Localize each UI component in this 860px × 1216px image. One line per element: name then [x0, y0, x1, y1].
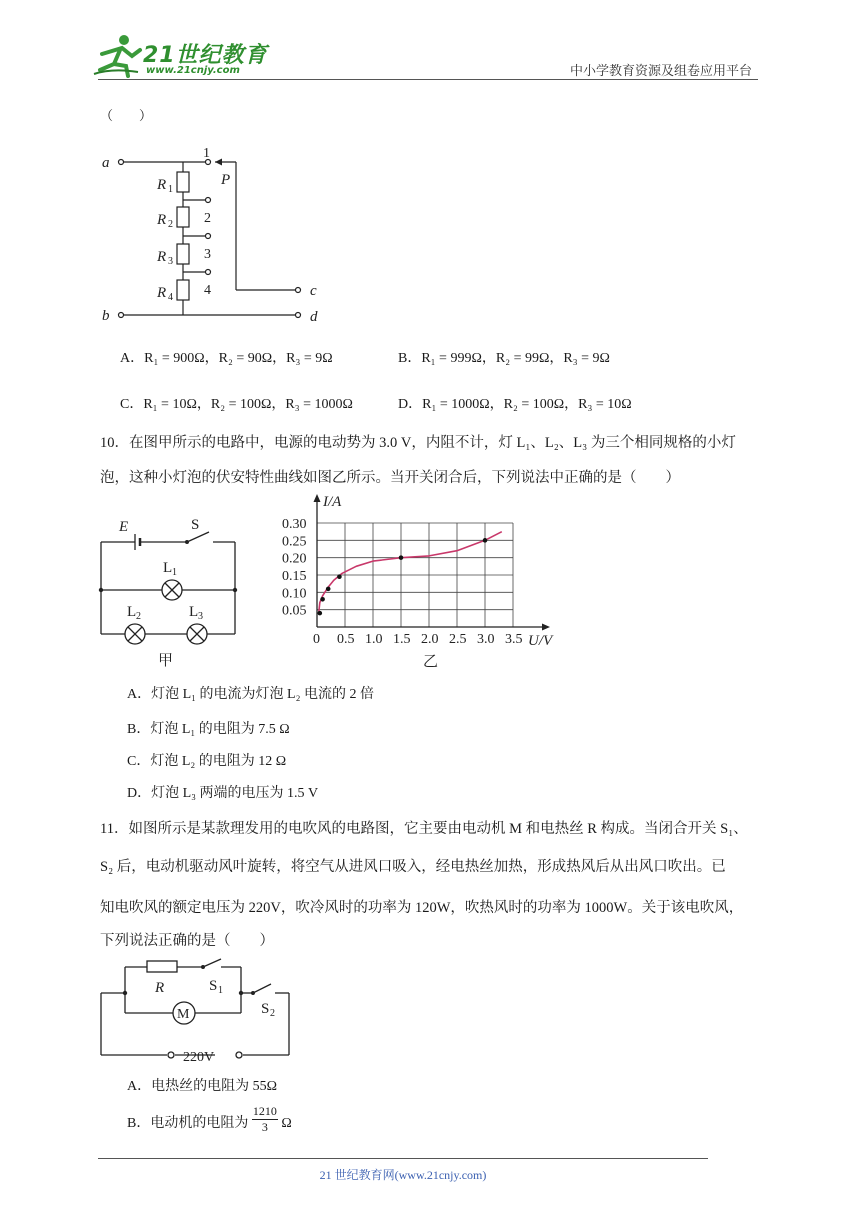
chart-y-tick-label: 0.05 — [282, 603, 307, 619]
chart-data-point — [318, 611, 323, 616]
chart-data-point — [320, 597, 325, 602]
q11-option-a[interactable]: A．电热丝的电阻为 55Ω — [127, 1079, 278, 1094]
q9-label-a: a — [102, 155, 110, 171]
q9-label-r3-sub: 3 — [168, 256, 173, 267]
q9-label-4: 4 — [204, 283, 211, 298]
q10-label-l1-sub: 1 — [172, 567, 177, 578]
chart-x-tick-label: 0 — [313, 632, 320, 647]
chart-data-point — [337, 574, 342, 579]
footer-rule — [98, 1158, 708, 1159]
q9-option-b[interactable]: B．R₁ = 999Ω，R₂ = 99Ω，R₃ = 9Ω — [398, 351, 610, 366]
q9-label-r2: R — [157, 212, 167, 228]
q9-label-p: P — [221, 172, 231, 188]
q11-option-b-numerator: 1210 — [252, 1104, 277, 1118]
q10-label-l2: L — [127, 604, 137, 620]
q11-option-b-prefix: B．电动机的电阻为 — [127, 1116, 249, 1131]
q10-label-l3-sub: 3 — [198, 611, 203, 622]
q9-label-2: 2 — [204, 211, 211, 226]
q11-option-b-denominator: 3 — [261, 1120, 268, 1134]
q9-label-d: d — [310, 309, 318, 325]
chart-x-axis-label: U/V — [528, 633, 553, 649]
chart-y-axis-arrow-icon — [314, 494, 321, 502]
q9-option-d[interactable]: D．R₁ = 1000Ω，R₂ = 100Ω，R₃ = 10Ω — [398, 397, 632, 412]
q11-stem-line4: 下列说法正确的是（ ） — [100, 933, 274, 949]
q9-label-3: 3 — [204, 247, 211, 262]
q11-label-s1: S — [209, 978, 218, 994]
chart-x-tick-label: 3.0 — [477, 632, 495, 647]
q11-label-s1-sub: 1 — [218, 985, 223, 996]
chart-y-tick-label: 0.10 — [282, 586, 307, 602]
q10-option-a[interactable]: A．灯泡 L₁ 的电流为灯泡 L₂ 电流的 2 倍 — [127, 687, 374, 702]
chart-data-point — [483, 538, 488, 543]
q9-label-r1: R — [157, 177, 167, 193]
q10-label-l1: L — [163, 560, 173, 576]
q9-paren: （ ） — [100, 108, 153, 123]
header-right-title: 中小学教育资源及组卷应用平台 — [570, 63, 753, 78]
q11-label-s2-sub: 2 — [270, 1008, 275, 1019]
q11-label-voltage: 220V — [183, 1050, 215, 1065]
chart-caption-yi: 乙 — [423, 654, 439, 670]
q10-caption-jia: 甲 — [158, 653, 174, 669]
q10-label-e: E — [119, 519, 129, 535]
chart-data-point — [326, 587, 331, 592]
q11-option-b-fraction — [252, 1104, 278, 1135]
motor-icon: M — [177, 1007, 190, 1022]
q9-label-r4-sub: 4 — [168, 292, 173, 303]
logo-text: 21世纪教育 — [143, 43, 268, 68]
q10-option-b[interactable]: B．灯泡 L₁ 的电阻为 7.5 Ω — [127, 722, 290, 737]
footer-text: 21 世纪教育网(www.21cnjy.com) — [319, 1168, 487, 1182]
q9-option-a[interactable]: A．R₁ = 900Ω，R₂ = 90Ω，R₃ = 9Ω — [120, 351, 333, 366]
q11-stem-line2: S₂ 后，电动机驱动风叶旋转，将空气从进风口吸入，经电热丝加热，形成热风后从出风口吹出。已 — [100, 859, 726, 875]
logo-url: www.21cnjy.com — [146, 65, 240, 76]
q10-option-c[interactable]: C．灯泡 L₂ 的电阻为 12 Ω — [127, 754, 287, 769]
q9-label-r1-sub: 1 — [168, 184, 173, 195]
chart-series-line — [319, 532, 502, 613]
q11-option-b-unit: Ω — [281, 1116, 292, 1131]
chart-x-tick-label: 2.0 — [421, 632, 439, 647]
chart-x-tick-label: 0.5 — [337, 632, 355, 647]
logo-runner-icon — [92, 34, 144, 78]
chart-x-tick-label: 1.5 — [393, 632, 411, 647]
q11-label-s2: S — [261, 1001, 270, 1017]
q10-stem-line1: 10．在图甲所示的电路中，电源的电动势为 3.0 V，内阻不计，灯 L₁、L₂、L₃ 为三个相同规格的小灯 — [100, 435, 736, 451]
q11-stem-line1: 11．如图所示是某款理发用的电吹风的电路图，它主要由电动机 M 和电热丝 R 构成。当闭合开关 S₁、 — [100, 821, 748, 837]
q9-label-r2-sub: 2 — [168, 219, 173, 230]
header — [0, 0, 860, 90]
q11-option-b[interactable] — [127, 1104, 292, 1140]
q11-stem-line3: 知电吹风的额定电压为 220V，吹冷风时的功率为 120W，吹热风时的功率为 1000W。关于该电吹风， — [100, 900, 744, 916]
chart-y-tick-label: 0.30 — [282, 517, 307, 532]
q11-hairdryer-circuit — [95, 955, 305, 1065]
chart-x-tick-label: 3.5 — [505, 632, 523, 647]
q9-label-c: c — [310, 283, 317, 299]
q9-label-1: 1 — [203, 146, 210, 161]
header-rule — [98, 79, 758, 80]
q10-circuit-jia — [95, 510, 245, 670]
q9-label-b: b — [102, 308, 110, 324]
q10-label-l2-sub: 2 — [136, 611, 141, 622]
chart-y-tick-label: 0.20 — [282, 551, 307, 567]
q9-option-c[interactable]: C．R₁ = 10Ω，R₂ = 100Ω，R₃ = 1000Ω — [120, 397, 353, 412]
q11-label-r: R — [155, 980, 165, 996]
iv-characteristic-chart — [280, 490, 570, 670]
q9-label-r4: R — [157, 285, 167, 301]
chart-y-tick-label: 0.15 — [282, 569, 307, 584]
q10-label-s: S — [191, 517, 200, 533]
q10-label-l3: L — [189, 604, 199, 620]
chart-y-tick-label: 0.25 — [282, 534, 307, 550]
q10-option-d[interactable]: D．灯泡 L₃ 两端的电压为 1.5 V — [127, 786, 319, 801]
chart-x-axis-arrow-icon — [542, 624, 550, 631]
chart-x-tick-label: 1.0 — [365, 632, 383, 647]
chart-data-point — [399, 555, 404, 560]
q9-label-r3: R — [157, 249, 167, 265]
chart-y-axis-label: I/A — [323, 494, 342, 510]
q10-stem-line2: 泡，这种小灯泡的伏安特性曲线如图乙所示。当开关闭合后，下列说法中正确的是（ ） — [100, 470, 680, 486]
q9-circuit-figure — [95, 140, 335, 330]
chart-x-tick-label: 2.5 — [449, 632, 467, 647]
